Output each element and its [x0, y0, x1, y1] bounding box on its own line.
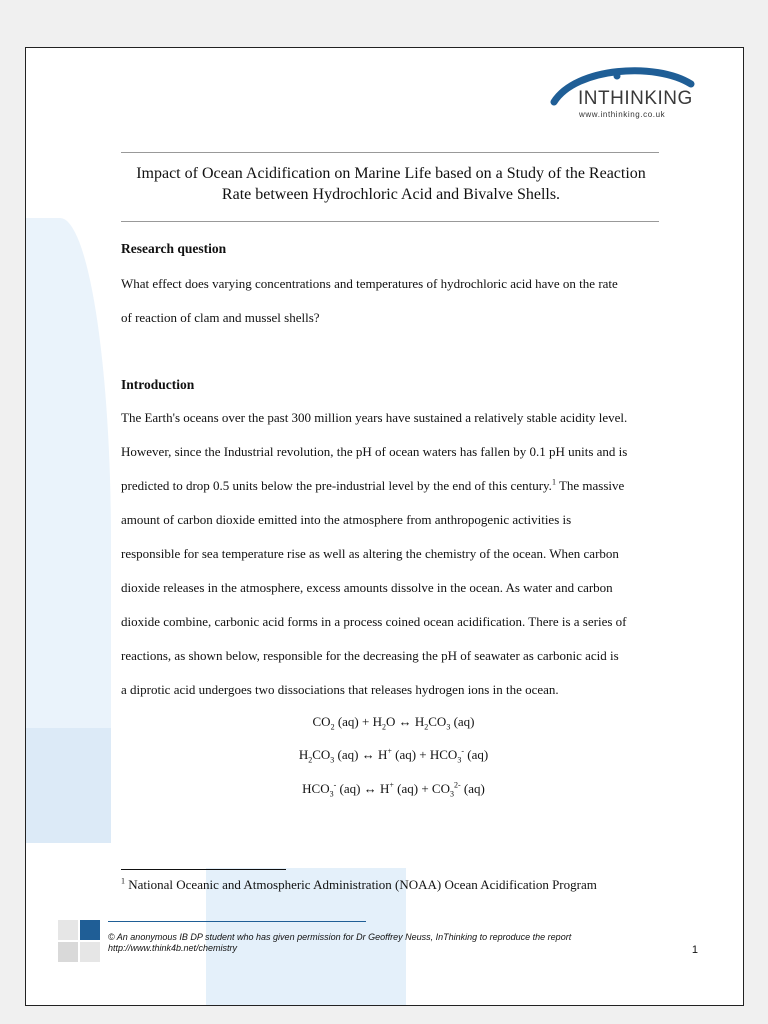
footer-square	[80, 920, 100, 940]
footer-square	[58, 920, 78, 940]
equation-3: $HCO_3^-$ (aq) ↔ H+ $(aq) + CO_3^{2-}$ (aq)	[302, 780, 485, 799]
text-line: dioxide combine, carbonic acid forms in a process coined ocean acidification. There is a series of	[121, 614, 627, 629]
footer-rule	[108, 921, 366, 922]
text-line: responsible for sea temperature rise as well as altering the chemistry of the ocean. When carbon	[121, 546, 619, 561]
equation-1: $CO_2$ $(aq) + H_2O$ ↔ $H_2CO_3$ (aq)	[312, 714, 475, 732]
text-line: dioxide releases in the atmosphere, excess amounts dissolve in the ocean. As water and carbon	[121, 580, 613, 595]
text-line: of reaction of clam and mussel shells?	[121, 310, 320, 325]
logo-text: INTHINKING	[578, 88, 693, 109]
research-question	[121, 267, 666, 335]
introduction-body	[121, 401, 666, 707]
page-number: 1	[691, 944, 698, 956]
research-heading: Research question	[121, 241, 227, 256]
introduction-heading: Introduction	[121, 377, 195, 392]
footnote-ref: 1	[551, 477, 556, 487]
equation-2: $H_2CO_3$ (aq) ↔ H+ $(aq) + HCO_3^-$ (aq)	[298, 746, 489, 765]
watermark-shape	[26, 218, 111, 758]
footnote-rule	[121, 869, 286, 870]
title-rule-bottom	[121, 221, 659, 222]
text-line: However, since the Industrial revolution, the pH of ocean waters has fallen by 0.1 pH units and is	[121, 444, 628, 459]
footer-text: © An anonymous IB DP student who has given permission for Dr Geoffrey Neuss, InThinking to reproduce the report http://www.think4b.net/chemistry	[108, 932, 572, 953]
text-line: a diprotic acid undergoes two dissociations that releases hydrogen ions in the ocean.	[121, 682, 559, 697]
document-title: Impact of Ocean Acidification on Marine Life based on a Study of the Reaction Rate between Hydrochloric Acid and Bivalve Shells.	[136, 165, 646, 203]
watermark-shape	[26, 728, 111, 843]
footnote: $^1$ National Oceanic and Atmospheric Administration (NOAA) Ocean Acidification Program	[121, 876, 597, 892]
text-line: amount of carbon dioxide emitted into the atmosphere from anthropogenic activities is	[121, 512, 572, 527]
footer-square	[80, 942, 100, 962]
title-rule-top	[121, 152, 659, 153]
text-line: predicted to drop 0.5 units below the pre-industrial level by the end of this century.$^1$ The massive	[121, 477, 625, 493]
document-page	[25, 47, 744, 1006]
text-line: reactions, as shown below, responsible for the decreasing the pH of seawater as carbonic acid is	[121, 648, 619, 663]
text-line: The Earth's oceans over the past 300 million years have sustained a relatively stable acidity level.	[121, 410, 628, 425]
logo-url: www.inthinking.co.uk	[579, 110, 666, 119]
footer-link[interactable]: http://www.think4b.net/chemistry	[108, 943, 238, 953]
text-line: What effect does varying concentrations and temperatures of hydrochloric acid have on the rate	[121, 276, 618, 291]
footer-square	[58, 942, 78, 962]
